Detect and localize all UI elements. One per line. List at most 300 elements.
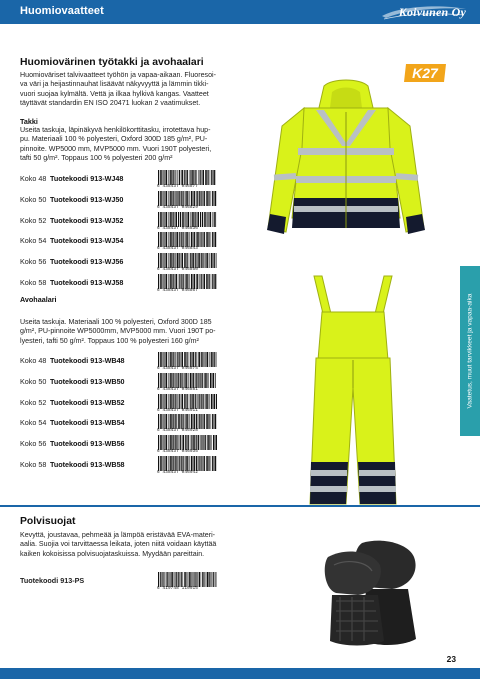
barcode-bar [160,232,161,247]
barcode-bar [198,414,199,429]
product-code: 913-WB52 [90,397,125,407]
product-code-row [20,414,260,436]
barcode-bar [185,212,186,227]
barcode-bar [206,274,207,289]
barcode-bar [170,352,171,367]
barcode-bar [206,170,207,185]
barcode-bar [198,170,199,185]
barcode-bar [212,232,213,247]
barcode-bar [161,212,162,227]
barcode-bar [210,212,211,227]
code-label-text: Tuotekoodi [50,194,89,204]
page-title: Huomiovaatteet [20,5,104,17]
product-code: 913-WJ50 [90,194,124,204]
barcode-bar [181,191,182,206]
barcode-bar [175,212,176,227]
barcode-bar [189,232,190,247]
barcode-bar [168,170,169,185]
barcode-bar [173,352,174,367]
barcode-bar [160,352,161,367]
barcode-bar [165,352,166,367]
barcode-icon [157,170,217,185]
barcode-bar [215,373,216,388]
barcode-bar [187,414,188,429]
barcode-number: 6 438437 046836 [157,225,199,231]
text-line: tafti 50 g/m². Toppaus 100 % polyesteri 200 g/m² [20,154,173,163]
barcode-bar [186,274,187,289]
barcode-bar [189,352,190,367]
barcode-bar [191,232,192,247]
barcode-bar [196,373,197,388]
barcode-bar [198,456,199,471]
code-label-text: Tuotekoodi [50,397,89,407]
barcode-bar [213,394,214,409]
barcode-icon [157,572,217,587]
barcode-bar [170,456,171,471]
barcode-bar [202,456,203,471]
barcode-bar [170,373,171,388]
barcode-bar [163,170,164,185]
barcode-bar [212,414,213,429]
barcode-bar [181,352,182,367]
size-label: Koko 56 [20,439,47,449]
barcode-bar [195,253,196,268]
barcode-bar [197,191,198,206]
footer-bar [0,668,480,679]
barcode-bar [177,232,178,247]
size-label: Koko 50 [20,194,47,204]
barcode-bar [193,274,194,289]
code-label [50,257,123,266]
barcode-bar [185,394,186,409]
barcode-bar [163,253,164,268]
barcode-bar [161,572,162,587]
barcode-bar [158,170,159,185]
barcode-bar [197,274,198,289]
barcode-number: 6 438437 046911 [157,407,199,413]
barcode-bar [183,435,184,450]
barcode-bar [208,435,209,450]
barcode-bar [175,456,176,471]
barcode-bar [170,414,171,429]
barcode-bar [166,394,167,409]
product-code-row [20,373,260,395]
barcode-bar [175,373,176,388]
barcode-bar [205,170,206,185]
barcode-bar [193,414,194,429]
barcode-bar [202,352,203,367]
section-title-workwear: Huomiovärinen työtakki ja avohaalari [20,57,204,68]
barcode-bar [160,435,161,450]
barcode-bar [181,170,182,185]
barcode-bar [194,435,195,450]
barcode-bar [168,232,169,247]
barcode-bar [173,232,174,247]
code-label-text: Tuotekoodi [50,439,89,449]
barcode-bar [161,435,162,450]
barcode-bar [165,394,166,409]
barcode-bar [209,274,210,289]
barcode-bar [177,191,178,206]
product-code-row [20,456,260,478]
barcode-bar [190,352,191,367]
barcode-bar [181,394,182,409]
barcode-bar [206,414,207,429]
barcode-bar [213,373,214,388]
barcode-bar [209,253,210,268]
barcode-bar [158,212,159,227]
barcode-bar [160,394,161,409]
product-code-row [20,253,260,275]
barcode-bar [194,414,195,429]
barcode-bar [168,414,169,429]
barcode-bar [185,373,186,388]
barcode-bar [176,456,177,471]
barcode-bar [166,352,167,367]
barcode-bar [196,352,197,367]
barcode-bar [173,435,174,450]
barcode-bar [184,170,185,185]
barcode-bar [212,435,213,450]
product-code-row [20,232,260,254]
barcode-bar [176,212,177,227]
barcode-bar [158,232,159,247]
barcode-bar [163,373,164,388]
barcode-icon [157,274,217,289]
barcode-bar [189,191,190,206]
barcode-bar [186,352,187,367]
barcode-bar [188,435,189,450]
barcode-bar [172,572,173,587]
barcode-bar [158,414,159,429]
barcode-number: 6 438437 046867 [157,288,199,293]
barcode-bar [192,170,193,185]
barcode-bar [186,414,187,429]
barcode-bar [181,414,182,429]
code-label-text: Tuotekoodi [20,576,59,585]
barcode-bar [214,456,215,471]
barcode-icon [157,232,217,247]
barcode-bar [214,274,215,289]
barcode-bar [163,232,164,247]
barcode-bar [204,232,205,247]
barcode-bar [202,212,203,227]
barcode-bar [173,394,174,409]
barcode-bar [160,253,161,268]
barcode-bar [171,435,172,450]
size-label: Koko 50 [20,376,47,386]
barcode-number: 6 438437 046829 [157,204,199,210]
barcode-bar [165,191,166,206]
barcode-bar [178,373,179,388]
barcode-bar [186,435,187,450]
barcode-bar [175,170,176,185]
barcode-bar [206,253,207,268]
barcode-bar [185,352,186,367]
barcode-bar [176,394,177,409]
section-title-kneepads: Polvisuojat [20,516,76,527]
barcode-bar [213,435,214,450]
barcode-bar [196,435,197,450]
barcode-bar [189,170,190,185]
barcode-bar [168,456,169,471]
barcode-bar [188,212,189,227]
barcode-bar [215,274,216,289]
barcode-bar [168,435,169,450]
barcode-bar [204,414,205,429]
barcode-bar [182,232,183,247]
barcode-bar [196,253,197,268]
page-number: 23 [446,654,456,664]
product-code: 913-WB50 [90,376,125,386]
barcode-bar [216,394,217,409]
barcode-bar [179,253,180,268]
code-label-text: Tuotekoodi [50,356,89,365]
barcode-bar [181,253,182,268]
barcode-bar [182,352,183,367]
barcode-bar [207,191,208,206]
barcode-bar [196,414,197,429]
barcode-bar [181,456,182,471]
barcode-icon [157,373,217,388]
barcode-bar [207,253,208,268]
barcode-bar [215,232,216,247]
barcode-bar [178,414,179,429]
barcode-bar [187,394,188,409]
barcode-bar [173,373,174,388]
code-label [50,236,123,245]
barcode-bar [212,212,213,227]
barcode-icon [157,253,217,268]
barcode-bar [158,572,159,587]
barcode-bar [179,414,180,429]
barcode-bar [198,394,199,409]
barcode-bar [212,253,213,268]
barcode-bar [200,191,201,206]
barcode-bar [176,414,177,429]
barcode-bar [181,274,182,289]
barcode-bar [202,414,203,429]
barcode-bar [174,572,175,587]
barcode-icon [157,456,217,471]
size-label: Koko 48 [20,174,47,183]
barcode-bar [211,394,212,409]
overall-description [20,318,216,346]
barcode-bar [207,456,208,471]
barcode-bar [193,456,194,471]
barcode-bar [158,274,159,289]
barcode-bar [187,253,188,268]
barcode-bar [176,232,177,247]
barcode-bar [199,191,200,206]
barcode-bar [201,435,202,450]
barcode-bar [187,232,188,247]
barcode-bar [175,232,176,247]
barcode-number: 6 438437 046942 [157,470,199,475]
barcode-bar [197,170,198,185]
barcode-bar [206,394,207,409]
barcode-bar [179,232,180,247]
barcode-number: 6 438437 046874 [157,366,199,371]
barcode-number: 6 438437 046881 [157,386,199,392]
text-line: kaiken kokoisissa polvisuojataskuissa. Myydään pareittain. [20,549,205,558]
barcode-bar [171,456,172,471]
barcode-icon [157,212,217,227]
product-code: 913-WJ56 [90,257,124,267]
barcode-bar [170,212,171,227]
barcode-bar [167,572,168,587]
barcode-number: 6 438437 046928 [157,428,199,434]
barcode-bar [185,435,186,450]
barcode-bar [171,394,172,409]
barcode-bar [170,394,171,409]
barcode-bar [176,572,177,587]
barcode-bar [198,435,199,450]
barcode-bar [216,572,217,587]
barcode-bar [175,253,176,268]
code-label [50,398,125,407]
barcode-bar [182,456,183,471]
barcode-bar [189,274,190,289]
barcode-bar [194,232,195,247]
barcode-bar [196,232,197,247]
barcode-bar [182,191,183,206]
product-code: 913-WJ52 [90,215,124,225]
barcode-bar [192,572,193,587]
barcode-bar [179,394,180,409]
barcode-bar [195,212,196,227]
barcode-bar [213,572,214,587]
barcode-bar [193,373,194,388]
barcode-bar [161,253,162,268]
barcode-bar [160,274,161,289]
barcode-bar [186,373,187,388]
barcode-bar [179,435,180,450]
barcode-bar [196,191,197,206]
product-code: 913-WJ48 [90,174,124,183]
barcode-bar [206,373,207,388]
code-label [50,278,123,287]
barcode-bar [166,253,167,268]
size-label: Koko 54 [20,418,47,428]
barcode-bar [205,572,206,587]
barcode-bar [162,572,163,587]
barcode-bar [212,456,213,471]
barcode-bar [173,191,174,206]
code-label-text: Tuotekoodi [50,257,89,267]
barcode-bar [165,170,166,185]
barcode-bar [182,414,183,429]
barcode-bar [185,456,186,471]
barcode-bar [182,435,183,450]
barcode-bar [200,435,201,450]
barcode-bar [206,232,207,247]
barcode-number: 6 438437 046850 [157,267,199,273]
barcode-bar [199,394,200,409]
barcode-bar [200,170,201,185]
barcode-bar [158,352,159,367]
barcode-bar [185,572,186,587]
barcode-bar [213,170,214,185]
barcode-bar [187,170,188,185]
barcode-bar [211,191,212,206]
barcode-bar [211,414,212,429]
product-code-row [20,352,260,374]
barcode-number: 6 438437 046877 [157,184,199,189]
barcode-bar [215,572,216,587]
barcode-bar [193,170,194,185]
barcode-bar [180,373,181,388]
barcode-bar [176,373,177,388]
barcode-bar [173,456,174,471]
barcode-bar [179,170,180,185]
barcode-bar [166,414,167,429]
barcode-bar [207,170,208,185]
barcode-bar [158,435,159,450]
barcode-bar [192,394,193,409]
barcode-bar [199,352,200,367]
barcode-bar [211,456,212,471]
barcode-bar [186,232,187,247]
barcode-bar [212,373,213,388]
barcode-bar [200,373,201,388]
barcode-bar [165,414,166,429]
product-code-row [20,274,260,296]
barcode-bar [197,394,198,409]
barcode-bar [177,170,178,185]
barcode-bar [175,414,176,429]
code-label-text: Tuotekoodi [50,174,89,183]
barcode-bar [193,572,194,587]
barcode-bar [171,253,172,268]
barcode-bar [202,191,203,206]
barcode-bar [205,394,206,409]
barcode-bar [194,274,195,289]
barcode-bar [165,274,166,289]
barcode-bar [193,253,194,268]
barcode-bar [181,373,182,388]
text-line: Useita taskuja, läpinäkyvä henkilökorttitasku, irrotettava hup- [20,126,211,134]
barcode-bar [173,274,174,289]
barcode-bar [198,572,199,587]
product-code-row [20,170,260,192]
barcode-bar [160,212,161,227]
product-code: 913-PS [60,576,85,585]
barcode-bar [214,170,215,185]
barcode-bar [194,456,195,471]
jacket-description [20,126,211,164]
barcode-icon [157,435,217,450]
barcode-bar [189,414,190,429]
barcode-bar [208,456,209,471]
barcode-bar [163,191,164,206]
barcode-bar [166,212,167,227]
code-label-text: Tuotekoodi [50,215,89,225]
barcode-bar [189,456,190,471]
barcode-bar [166,274,167,289]
barcode-bar [196,572,197,587]
barcode-bar [186,572,187,587]
barcode-bar [214,191,215,206]
barcode-bar [170,572,171,587]
brand-name: Koivunen Oy [398,5,466,19]
barcode-bar [193,212,194,227]
hi-vis-jacket-image [262,78,430,256]
barcode-bar [193,435,194,450]
text-line: lyesteri, tafti 50 g/m². Toppaus 100 % polyesteri 160 g/m² [20,336,199,345]
barcode-bar [211,253,212,268]
barcode-bar [189,394,190,409]
